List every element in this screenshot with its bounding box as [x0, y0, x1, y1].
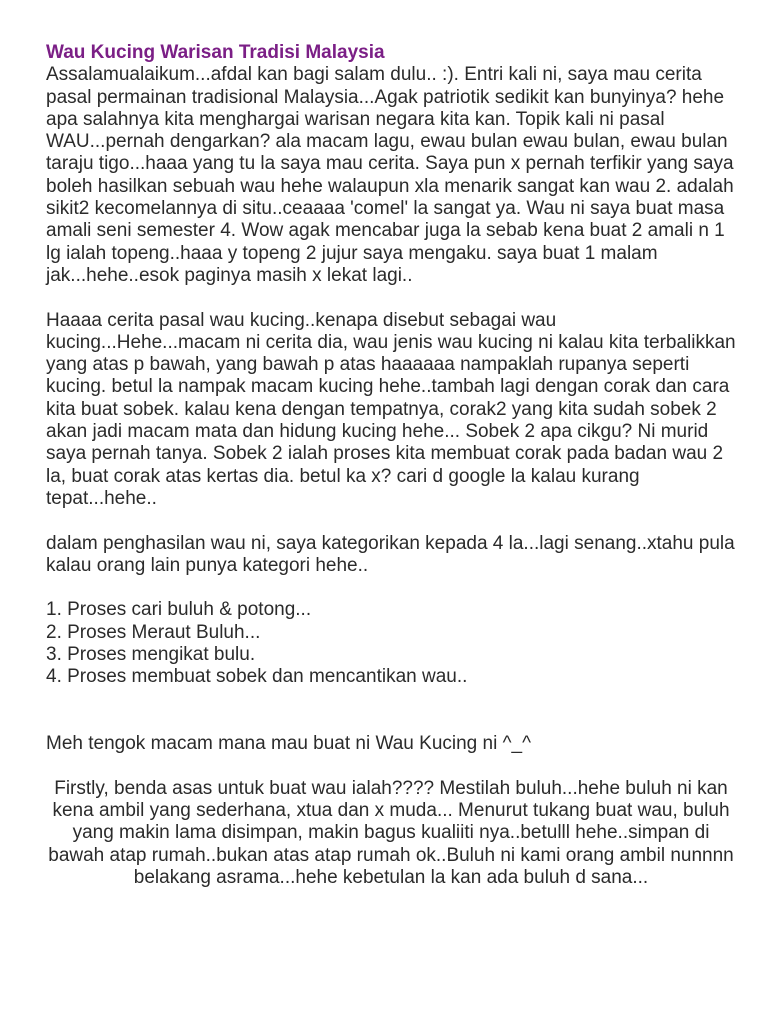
paragraph-spacer — [46, 689, 736, 734]
article-body — [46, 42, 736, 889]
paragraph-wau-kucing: Haaaa cerita pasal wau kucing..kenapa disebut sebagai wau kucing...Hehe...macam ni cerita dia, wau jenis wau kucing ni kalau kita terbalikkan yang atas p bawah, yang bawah p atas haaaaaa nampaklah rupanya seperti kucing. betul la nampak macam kucing hehe..tambah lagi dengan corak dan cara kita buat sobek. kalau kena dengan tempatnya, corak2 yang kita sudah sobek 2 akan jadi macam mata dan hidung kucing hehe... Sobek 2 apa cikgu? Ni murid saya pernah tanya. Sobek 2 ialah proses kita membuat corak pada badan wau 2 la, buat corak atas kertas dia. betul ka x? cari d google la kalau kurang tepat...hehe.. — [46, 309, 736, 509]
paragraph-firstly: Firstly, benda asas untuk buat wau ialah???? Mestilah buluh...hehe buluh ni kan kena ambil yang sederhana, xtua dan x muda... Menurut tukang buat wau, buluh yang makin lama disimpan, makin bagus kualiiti nya..betulll hehe..simpan di bawah atap rumah..bukan atas atap rumah ok..Buluh ni kami orang ambil nunnnn belakang asrama...hehe kebetulan la kan ada buluh d sana... — [48, 777, 734, 888]
paragraph-spacer — [46, 510, 736, 532]
list-item: 1. Proses cari buluh & potong... — [46, 599, 312, 621]
process-list — [46, 599, 736, 688]
paragraph-meh-tengok: Meh tengok macam mana mau buat ni Wau Kucing ni ^_^ — [46, 733, 531, 755]
list-item: 3. Proses mengikat bulu. — [46, 644, 256, 666]
article-title: Wau Kucing Warisan Tradisi Malaysia — [46, 42, 385, 63]
paragraph-spacer — [46, 287, 736, 309]
list-item: 4. Proses membuat sobek dan mencantikan wau.. — [46, 666, 468, 688]
paragraph-spacer — [46, 756, 736, 778]
list-item: 2. Proses Meraut Buluh... — [46, 621, 261, 643]
paragraph-intro: Assalamualaikum...afdal kan bagi salam dulu.. :). Entri kali ni, saya mau cerita pasal permainan tradisional Malaysia...Agak patriotik sedikit kan bunyinya? hehe apa salahnya kita menghargai warisan negara kita kan. Topik kali ni pasal WAU...pernah dengarkan? ala macam lagu, ewau bulan ewau bulan, ewau bulan taraju tigo...haaa yang tu la saya mau cerita. Saya pun x pernah terfikir yang saya boleh hasilkan sebuah wau hehe walaupun xla menarik sangat kan wau 2. adalah sikit2 kecomelannya di situ..ceaaaa 'comel' la sangat ya. Wau ni saya buat masa amali seni semester 4. Wow agak mencabar juga la sebab kena buat 2 amali n 1 lg ialah topeng..haaa y topeng 2 jujur saya mengaku. saya buat 1 malam jak...hehe..esok paginya masih x lekat lagi.. — [46, 64, 734, 286]
paragraph-categories: dalam penghasilan wau ni, saya kategorikan kepada 4 la...lagi senang..xtahu pula kalau orang lain punya kategori hehe.. — [46, 532, 735, 576]
paragraph-spacer — [46, 577, 736, 599]
